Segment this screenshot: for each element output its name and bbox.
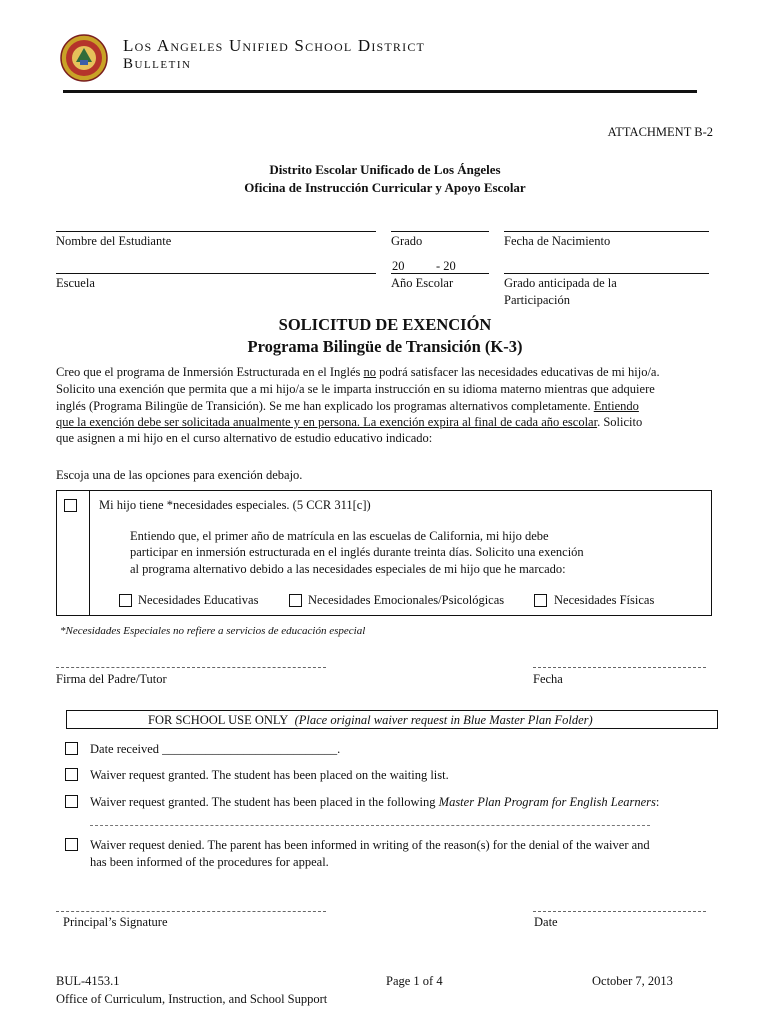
intro-emphasis: no <box>363 365 377 379</box>
special-needs-label: Mi hijo tiene *necesidades especiales. (5 CCR 311[c]) <box>99 498 371 512</box>
form-subtitle: Programa Bilingüe de Transición (K-3) <box>247 337 523 356</box>
header-rule <box>63 90 697 93</box>
school-use-note: (Place original waiver request in Blue Master Plan Folder) <box>294 713 593 727</box>
educational-needs-label: Necesidades Educativas <box>138 593 259 607</box>
bulletin-date: October 7, 2013 <box>592 974 673 988</box>
district-name: Los Angeles Unified School District <box>123 36 426 55</box>
page-number: Page 1 of 4 <box>386 974 443 988</box>
option-text-1: Entiendo que, el primer año de matrícula en las escuelas de California, mi hijo debe <box>130 529 549 543</box>
district-seal <box>60 34 108 82</box>
intro-emphasis: que la exención debe ser solicitada anualmente y en persona. La exención expira al final de cada año escolar <box>56 415 598 429</box>
granted-program-colon: : <box>655 795 660 809</box>
denied-checkbox[interactable] <box>65 838 78 851</box>
intro-line-3 <box>56 398 639 414</box>
intro-text: podrá satisfacer las necesidades educativas de mi hijo/a. <box>376 365 660 379</box>
grade-anticipated-line <box>504 273 709 274</box>
denied-line-1: Waiver request denied. The parent has been informed in writing of the reason(s) for the denial of the waiver and <box>90 838 650 852</box>
school-year-line <box>391 273 489 274</box>
intro-text: . Solicito <box>597 415 643 429</box>
program-write-line <box>90 825 650 826</box>
date-received-checkbox[interactable] <box>65 742 78 755</box>
parent-date-line <box>533 667 706 668</box>
school-use-title <box>148 712 593 728</box>
intro-text: Creo que el programa de Inmersión Estructurada en el Inglés <box>56 365 364 379</box>
attachment-label: ATTACHMENT B-2 <box>607 125 713 139</box>
parent-signature-line <box>56 667 326 668</box>
option-box-divider <box>89 490 90 616</box>
option-text-2: participar en inmersión estructurada en el inglés durante treinta días. Solicito una exención <box>130 545 584 559</box>
intro-line-2: Solicito una exención que permita que a mi hijo/a se le imparta instrucción en su idioma materno mientras que adquiere <box>56 382 655 396</box>
granted-program-text: Waiver request granted. The student has been placed in the following <box>90 795 439 809</box>
office-line-1: Distrito Escolar Unificado de Los Ángeles <box>269 162 501 177</box>
grade-label: Grado <box>391 234 423 248</box>
bulletin-label: Bulletin <box>123 56 192 72</box>
granted-program-label <box>90 794 659 810</box>
form-title: SOLICITUD DE EXENCIÓN <box>278 315 492 334</box>
option-text-3: al programa alternativo debido a las necesidades especiales de mi hijo que he marcado: <box>130 562 566 576</box>
school-use-heading: FOR SCHOOL USE ONLY <box>148 713 289 727</box>
year-prefix: 20 <box>392 259 405 273</box>
emotional-needs-label: Necesidades Emocionales/Psicológicas <box>308 593 505 607</box>
student-name-line <box>56 231 376 232</box>
granted-waiting-checkbox[interactable] <box>65 768 78 781</box>
school-line <box>56 273 376 274</box>
intro-line-1 <box>56 364 660 380</box>
student-name-label: Nombre del Estudiante <box>56 234 172 248</box>
intro-line-4 <box>56 414 642 430</box>
year-mid: - 20 <box>436 259 456 273</box>
emotional-needs-checkbox[interactable] <box>289 594 302 607</box>
parent-signature-label: Firma del Padre/Tutor <box>56 672 167 686</box>
birth-date-line <box>504 231 709 232</box>
office-name: Office of Curriculum, Instruction, and School Support <box>56 992 328 1006</box>
footnote: *Necesidades Especiales no refiere a servicios de educación especial <box>60 625 366 637</box>
choose-instruction: Escoja una de las opciones para exención debajo. <box>56 468 303 482</box>
grade-line <box>391 231 489 232</box>
office-line-2: Oficina de Instrucción Curricular y Apoyo Escolar <box>244 180 526 195</box>
intro-line-5: que asignen a mi hijo en el curso alternativo de estudio educativo indicado: <box>56 431 433 445</box>
principal-date-line <box>533 911 706 912</box>
denied-line-2: has been informed of the procedures for appeal. <box>90 855 329 869</box>
physical-needs-label: Necesidades Físicas <box>554 593 655 607</box>
principal-signature-label: Principal’s Signature <box>63 915 168 929</box>
principal-signature-line <box>56 911 326 912</box>
granted-waiting-label: Waiver request granted. The student has been placed on the waiting list. <box>90 768 449 782</box>
granted-program-checkbox[interactable] <box>65 795 78 808</box>
physical-needs-checkbox[interactable] <box>534 594 547 607</box>
granted-program-name: Master Plan Program for English Learners <box>438 795 656 809</box>
parent-date-label: Fecha <box>533 672 563 686</box>
intro-text: inglés (Programa Bilingüe de Transición). Se me han explicado los programas alternativos completamente. <box>56 399 594 413</box>
principal-date-label: Date <box>534 915 558 929</box>
bulletin-number: BUL-4153.1 <box>56 974 120 988</box>
date-received-label: Date received ____________________________. <box>90 742 341 756</box>
grade-anticipated-label-2: Participación <box>504 293 570 307</box>
birth-date-label: Fecha de Nacimiento <box>504 234 611 248</box>
grade-anticipated-label-1: Grado anticipada de la <box>504 276 617 290</box>
school-label: Escuela <box>56 276 95 290</box>
school-year-label: Año Escolar <box>391 276 454 290</box>
special-needs-checkbox[interactable] <box>64 499 77 512</box>
educational-needs-checkbox[interactable] <box>119 594 132 607</box>
intro-emphasis: Entiendo <box>593 399 639 413</box>
